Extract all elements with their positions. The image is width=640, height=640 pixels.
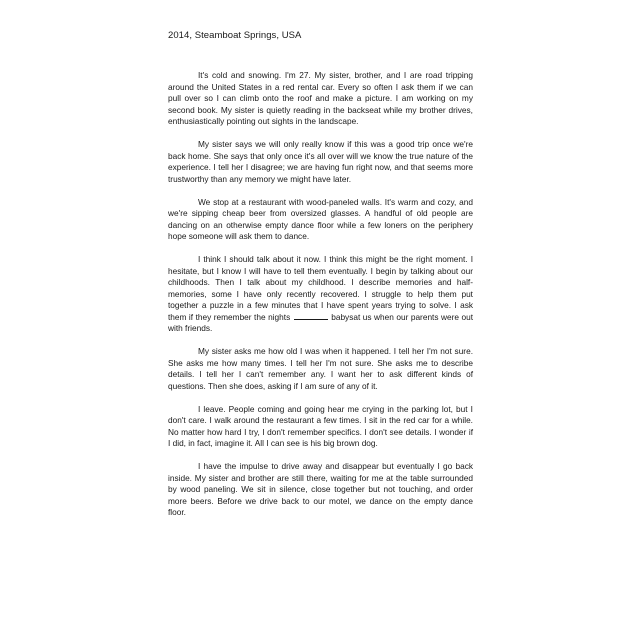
paragraph-2: My sister says we will only really know if this was a good trip once we're back home. She says that only once it's all over will we know the true nature of the experience. I tell her I disagree; we are having fun right now, and that seems more trustworthy than any memory we might have later. [168, 139, 473, 184]
paragraph-7: I have the impulse to drive away and disappear but eventually I go back inside. My sister and brother are still there, waiting for me at the table surrounded by wood paneling. We sit in silence, close together but not touching, and order more beers. Before we drive back to our motel, we dance on the empty dance floor. [168, 461, 473, 517]
paragraph-3: We stop at a restaurant with wood-paneled walls. It's warm and cozy, and we're sipping cheap beer from oversized glasses. A handful of old people are dancing on an otherwise empty dance floor while a few loners on the periphery hope someone will ask them to dance. [168, 196, 473, 241]
paragraph-5: My sister asks me how old I was when it happened. I tell her I'm not sure. She asks me how many times. I tell her I'm not sure. She asks me to describe details. I tell her I can't remember any. I want her to ask different kinds of questions. Then she does, asking if I am sure of any of it. [168, 346, 473, 391]
paragraph-4-before-blank: I think I should talk about it now. I think this might be the right moment. I hesitate, but I know I will have to tell them eventually. I begin by talking about our childhoods. Then I talk about my childhood. I describe memories and half-memories, some I have only recently recovered. I struggle to help them put together a puzzle in a few minutes that I have spent years trying to solve. I ask them if they remember the nights [168, 254, 473, 322]
paragraph-1: It's cold and snowing. I'm 27. My sister, brother, and I are road tripping around the United States in a red rental car. Every so often I ask them if we can pull over so I can climb onto the roof and make a picture. I am working on my second book. My sister is quietly reading in the backseat while my brother drives, enthusiastically pointing out sights in the landscape. [168, 70, 473, 126]
document-heading: 2014, Steamboat Springs, USA [168, 30, 302, 41]
paragraph-4 [168, 254, 473, 335]
redacted-blank-line [294, 312, 328, 320]
paragraph-6: I leave. People coming and going hear me crying in the parking lot, but I don't care. I walk around the restaurant a few times. I sit in the red car for a while. No matter how hard I try, I don't remember specifics. I don't see details. I wonder if I did, in fact, imagine it. All I can see is his big brown dog. [168, 403, 473, 448]
paragraph-4-after-blank: babysat us when our parents were out with friends. [168, 311, 474, 333]
document-page [168, 30, 473, 530]
